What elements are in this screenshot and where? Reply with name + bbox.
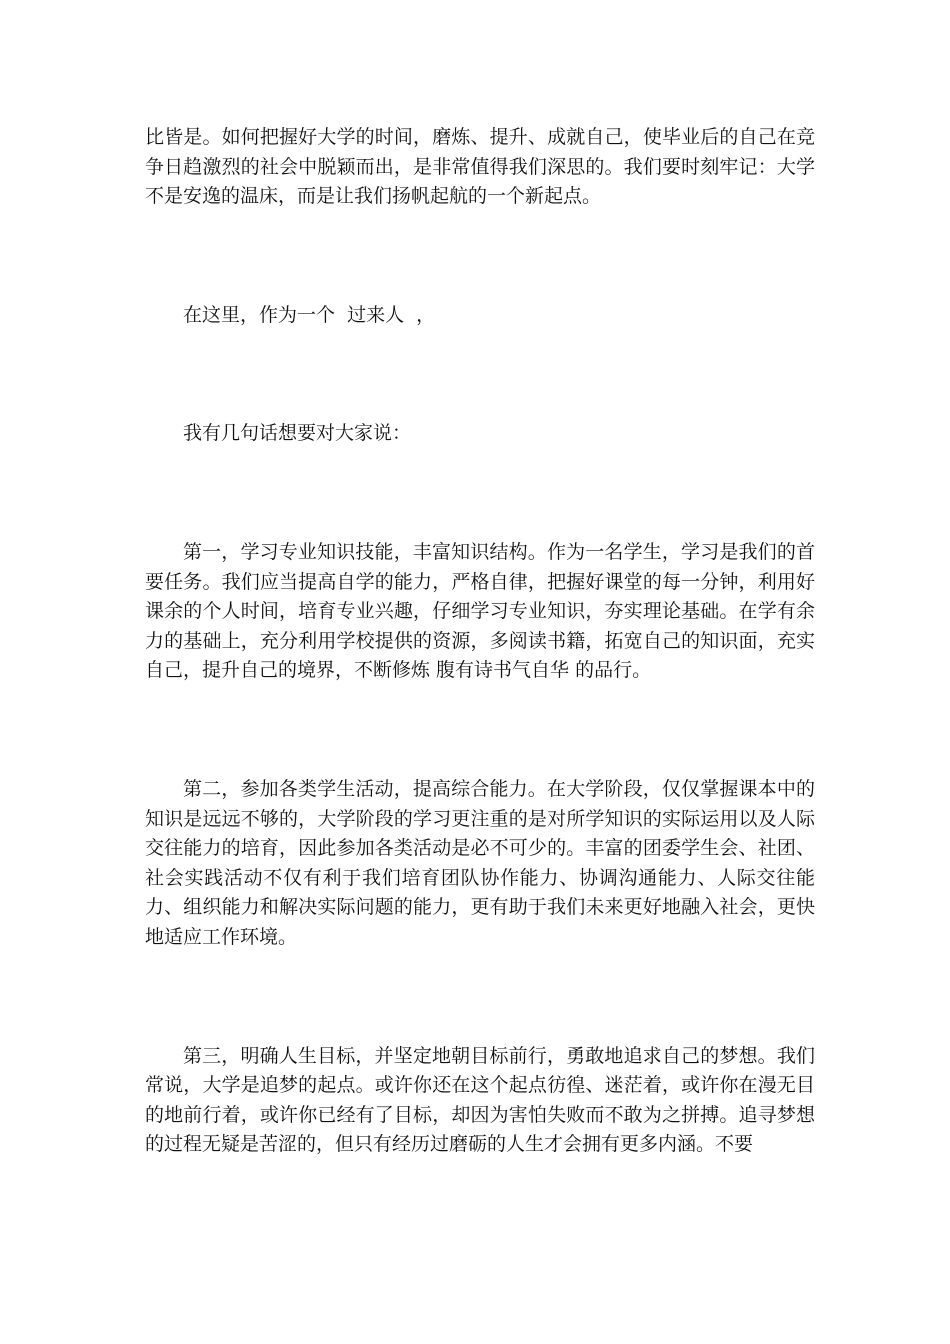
paragraph-gap — [145, 953, 815, 1042]
paragraph-continuation: 比皆是。如何把握好大学的时间，磨炼、提升、成就自己，使毕业后的自己在竞争日趋激烈的社会中脱颖而出，是非常值得我们深思的。我们要时刻牢记：大学不是安逸的温床，而是让我们扬帆起航的一个新起点。 — [145, 126, 815, 208]
paragraph-lead-in: 我有几句话想要对大家说： — [183, 422, 412, 445]
paragraph-point-one: 第一，学习专业知识技能，丰富知识结构。作为一名学生，学习是我们的首要任务。我们应当提高自学的能力，严格自律，把握好课堂的每一分钟，利用好课余的个人时间，培育专业兴趣，仔细学习专业知识，夯实理论基础。在学有余力的基础上，充分利用学校提供的资源，多阅读书籍，拓宽自己的知识面，充实自己，提升自己的境界，不断修炼 腹有诗书气自华 的品行。 — [145, 540, 815, 682]
paragraph-point-two: 第二，参加各类学生活动，提高综合能力。在大学阶段，仅仅掌握课本中的知识是远远不够的，大学阶段的学习更注重的是对所学知识的实际运用以及人际交往能力的培育，因此参加各类活动是必不可少的。丰富的团委学生会、社团、社会实践活动不仅有利于我们培育团队协作能力、协调沟通能力、人际交往能力、组织能力和解决实际问题的能力，更有助于我们未来更好地融入社会，更快地适应工作环境。 — [145, 777, 815, 948]
paragraph-point-three: 第三，明确人生目标，并坚定地朝目标前行，勇敢地追求自己的梦想。我们常说，大学是追梦的起点。或许你还在这个起点彷徨、迷茫着，或许你在漫无目的地前行着，或许你已经有了目标，却因为害怕失败而不敢为之拼搏。追寻梦想的过程无疑是苦涩的，但只有经历过磨砺的人生才会拥有更多内涵。不要 — [145, 1044, 815, 1156]
paragraph-gap — [145, 686, 815, 775]
paragraph-gap — [145, 449, 815, 538]
paragraph-gap — [145, 212, 815, 301]
paragraph-gap — [145, 330, 815, 419]
paragraph-intro: 在这里，作为一个 过来人 ， — [183, 303, 436, 326]
document-body — [145, 123, 815, 1160]
